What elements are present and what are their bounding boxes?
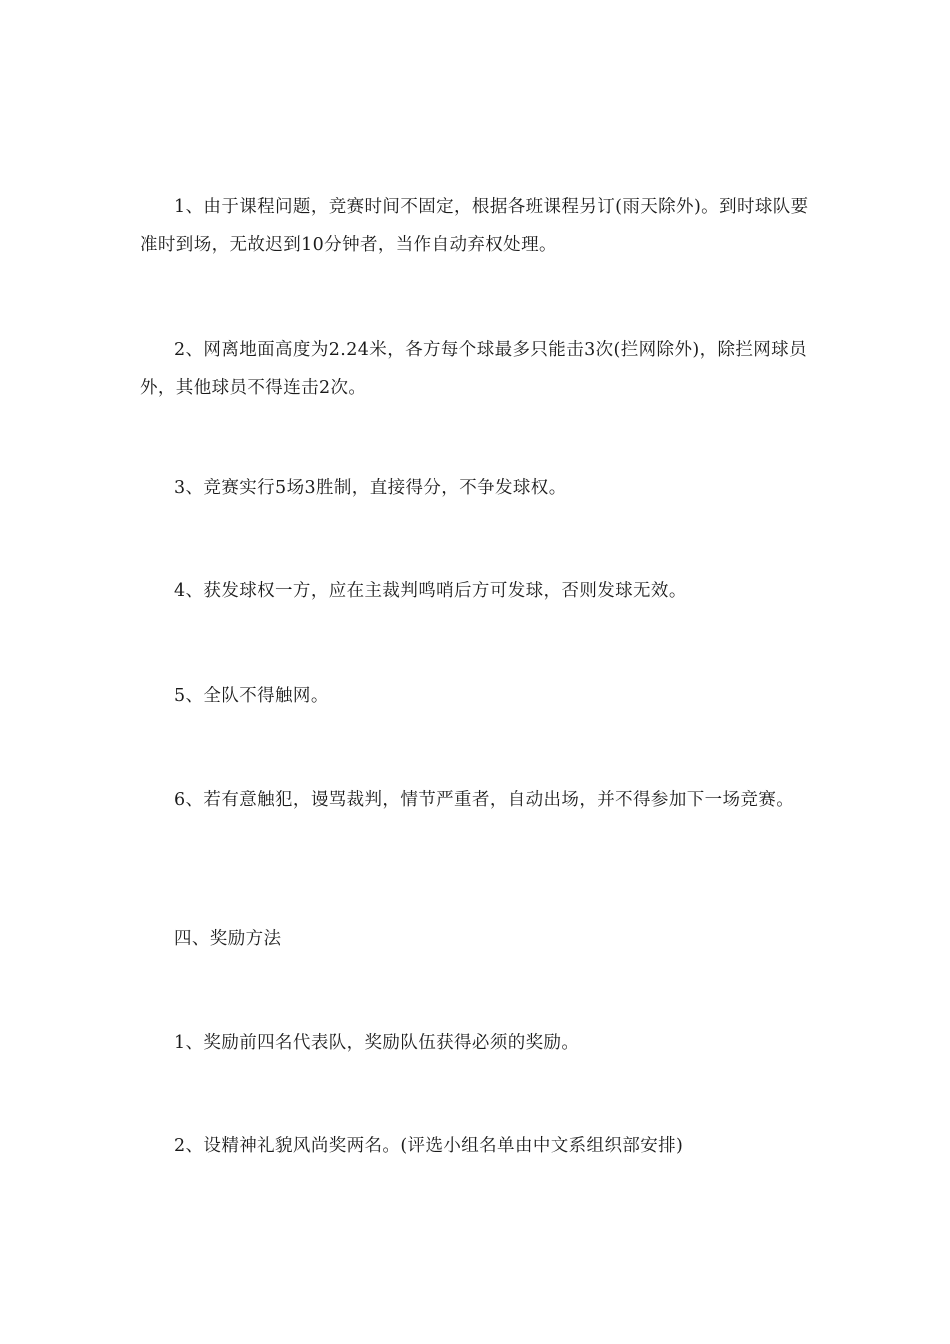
rule-paragraph-5: 5、全队不得触网。 bbox=[174, 686, 329, 706]
rule-paragraph-2: 2、网离地面高度为2.24米，各方每个球最多只能击3次(拦网除外)，除拦网球员外，其他球员不得连击2次。 bbox=[140, 340, 807, 398]
section-heading-awards: 四、奖励方法 bbox=[174, 929, 282, 949]
rule-paragraph-1: 1、由于课程问题，竞赛时间不固定，根据各班课程另订(雨天除外)。到时球队要准时到场，无故迟到10分钟者，当作自动弃权处理。 bbox=[140, 197, 809, 255]
rule-paragraph-4: 4、获发球权一方，应在主裁判鸣哨后方可发球，否则发球无效。 bbox=[174, 581, 687, 601]
award-paragraph-2: 2、设精神礼貌风尚奖两名。(评选小组名单由中文系组织部安排) bbox=[174, 1136, 684, 1156]
award-paragraph-1: 1、奖励前四名代表队，奖励队伍获得必须的奖励。 bbox=[174, 1033, 580, 1053]
rule-paragraph-6: 6、若有意触犯，谩骂裁判，情节严重者，自动出场，并不得参加下一场竞赛。 bbox=[174, 790, 795, 810]
rule-paragraph-3: 3、竞赛实行5场3胜制，直接得分，不争发球权。 bbox=[174, 478, 567, 498]
